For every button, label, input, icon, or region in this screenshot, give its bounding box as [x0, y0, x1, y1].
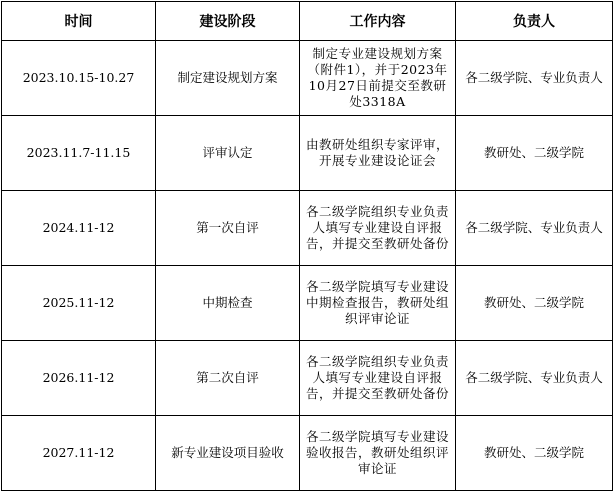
cell-owner: 教研处、二级学院 [456, 416, 613, 491]
header-stage: 建设阶段 [156, 2, 300, 41]
cell-content: 各二级学院填写专业建设验收报告，教研处组织评审论证 [300, 416, 456, 491]
cell-time: 2024.11-12 [2, 191, 156, 266]
table-row [2, 41, 613, 116]
cell-content: 由教研处组织专家评审，开展专业建设论证会 [300, 116, 456, 191]
cell-content: 各二级学院填写专业建设中期检查报告，教研处组织评审论证 [300, 266, 456, 341]
table-row [2, 341, 613, 416]
cell-time: 2023.11.7-11.15 [2, 116, 156, 191]
table-row [2, 416, 613, 491]
cell-content: 各二级学院组织专业负责人填写专业建设自评报告，并提交至教研处备份 [300, 341, 456, 416]
cell-stage: 制定建设规划方案 [156, 41, 300, 116]
cell-time: 2023.10.15-10.27 [2, 41, 156, 116]
cell-stage: 新专业建设项目验收 [156, 416, 300, 491]
cell-stage: 评审认定 [156, 116, 300, 191]
table-row [2, 116, 613, 191]
cell-owner: 各二级学院、专业负责人 [456, 191, 613, 266]
cell-content: 各二级学院组织专业负责人填写专业建设自评报告，并提交至教研处备份 [300, 191, 456, 266]
cell-stage: 第一次自评 [156, 191, 300, 266]
cell-content: 制定专业建设规划方案（附件1），并于2023年10月27日前提交至教研处3318A [300, 41, 456, 116]
cell-time: 2026.11-12 [2, 341, 156, 416]
cell-stage: 中期检查 [156, 266, 300, 341]
header-owner: 负责人 [456, 2, 613, 41]
table-row [2, 266, 613, 341]
schedule-table [1, 1, 613, 491]
cell-time: 2025.11-12 [2, 266, 156, 341]
cell-owner: 各二级学院、专业负责人 [456, 41, 613, 116]
cell-owner: 各二级学院、专业负责人 [456, 341, 613, 416]
table-header-row [2, 2, 613, 41]
cell-time: 2027.11-12 [2, 416, 156, 491]
table-row [2, 191, 613, 266]
header-time: 时间 [2, 2, 156, 41]
cell-stage: 第二次自评 [156, 341, 300, 416]
cell-owner: 教研处、二级学院 [456, 266, 613, 341]
header-content: 工作内容 [300, 2, 456, 41]
cell-owner: 教研处、二级学院 [456, 116, 613, 191]
